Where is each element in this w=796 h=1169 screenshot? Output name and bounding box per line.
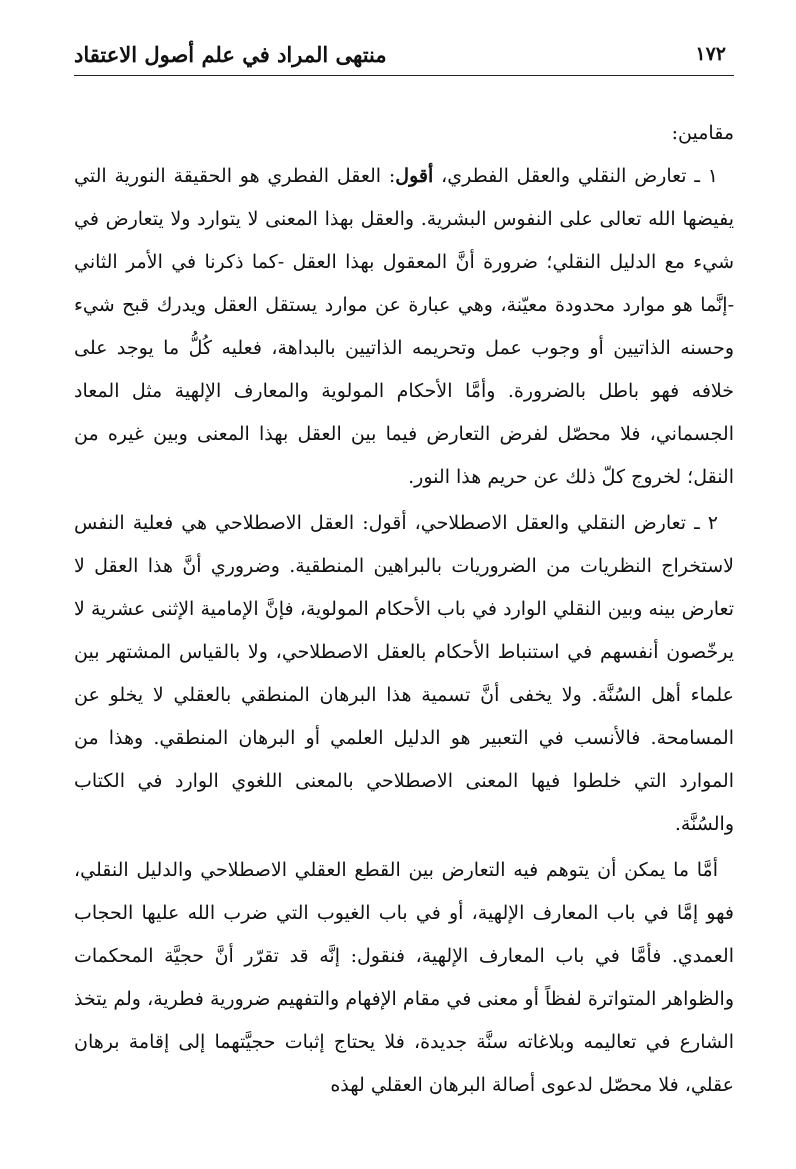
item-number: ٢ ـ <box>694 512 718 534</box>
item-lead: تعارض النقلي والعقل الفطري، <box>441 165 687 187</box>
item-number: ١ ـ <box>694 165 718 187</box>
item-lead: تعارض النقلي والعقل الاصطلاحي، أقول <box>368 512 687 534</box>
paragraph-intro <box>74 112 734 155</box>
page-header <box>74 34 734 74</box>
paragraph-section-1 <box>74 155 734 499</box>
paragraph-continuation <box>74 849 734 1107</box>
page-number: ١٧٢ <box>695 43 726 65</box>
paragraph-text: : العقل الاصطلاحي هي فعلية النفس لاستخراج النظريات من الضروريات بالبراهين المنطقية. وضروري أنَّ هذا العقل لا تعارض بينه وبين النقلي الوارد في باب الأحكام المولوية، فإنَّ الإمامية الإثنى عشرية لا يرخّصون أنفسهم في استنباط الأحكام بالعقل الاصطلاحي، ولا بالقياس المشتهر بين علماء أهل السُنَّة. ولا يخفى أنَّ تسمية هذا البرهان المنطقي بالعقلي لا يخلو عن المسامحة. فالأنسب في التعبير هو الدليل العلمي أو البرهان المنطقي. وهذا من الموارد التي خلطوا فيها المعنى الاصطلاحي بالمعنى اللغوي الوارد في الكتاب والسُنَّة. <box>74 512 734 835</box>
paragraph-text: : العقل الفطري هو الحقيقة النورية التي يفيضها الله تعالى على النفوس البشرية. والعقل بهذا المعنى لا يتوارد ولا يتعارض في شيء مع الدليل النقلي؛ ضرورة أنَّ المعقول بهذا العقل -كما ذكرنا في الأمر الثاني -إنَّما هو موارد محدودة معيّنة، وهي عبارة عن موارد يستقل العقل ويدرك قبح شيء وحسنه الذاتيين أو وجوب عمل وتحريمه الذاتيين بالبداهة، فعليه كُلُّ ما يوجد على خلافه فهو باطل بالضرورة. وأمَّا الأحكام المولوية والمعارف الإلهية مثل المعاد الجسماني، فلا محصّل لفرض التعارض فيما بين العقل بهذا المعنى وبين غيره من النقل؛ لخروج كلّ ذلك عن حريم هذا النور. <box>74 165 734 488</box>
running-title: منتهى المراد في علم أصول الاعتقاد <box>74 41 387 67</box>
paragraph-text: مقامين: <box>671 122 734 144</box>
paragraph-text: أمَّا ما يمكن أن يتوهم فيه التعارض بين القطع العقلي الاصطلاحي والدليل النقلي، فهو إمَّا في باب المعارف الإلهية، أو في باب الغيوب التي ضرب الله عليها الحجاب العمدي. فأمَّا في باب المعارف الإلهية، فنقول: إنَّه قد تقرّر أنَّ حجيَّة المحكمات والظواهر المتواترة لفظاً أو معنى في مقام الإفهام والتفهيم ضرورية فطرية، ولم يتخذ الشارع في تعاليمه وبلاغاته سنَّة جديدة، فلا يحتاج إثبات حجيَّتهما إلى إقامة برهان عقلي، فلا محصّل لدعوى أصالة البرهان العقلي لهذه <box>74 859 734 1096</box>
paragraph-section-2 <box>74 502 734 846</box>
item-keyword: أقول <box>395 165 434 187</box>
header-divider <box>74 75 734 76</box>
body-text <box>74 112 734 1107</box>
